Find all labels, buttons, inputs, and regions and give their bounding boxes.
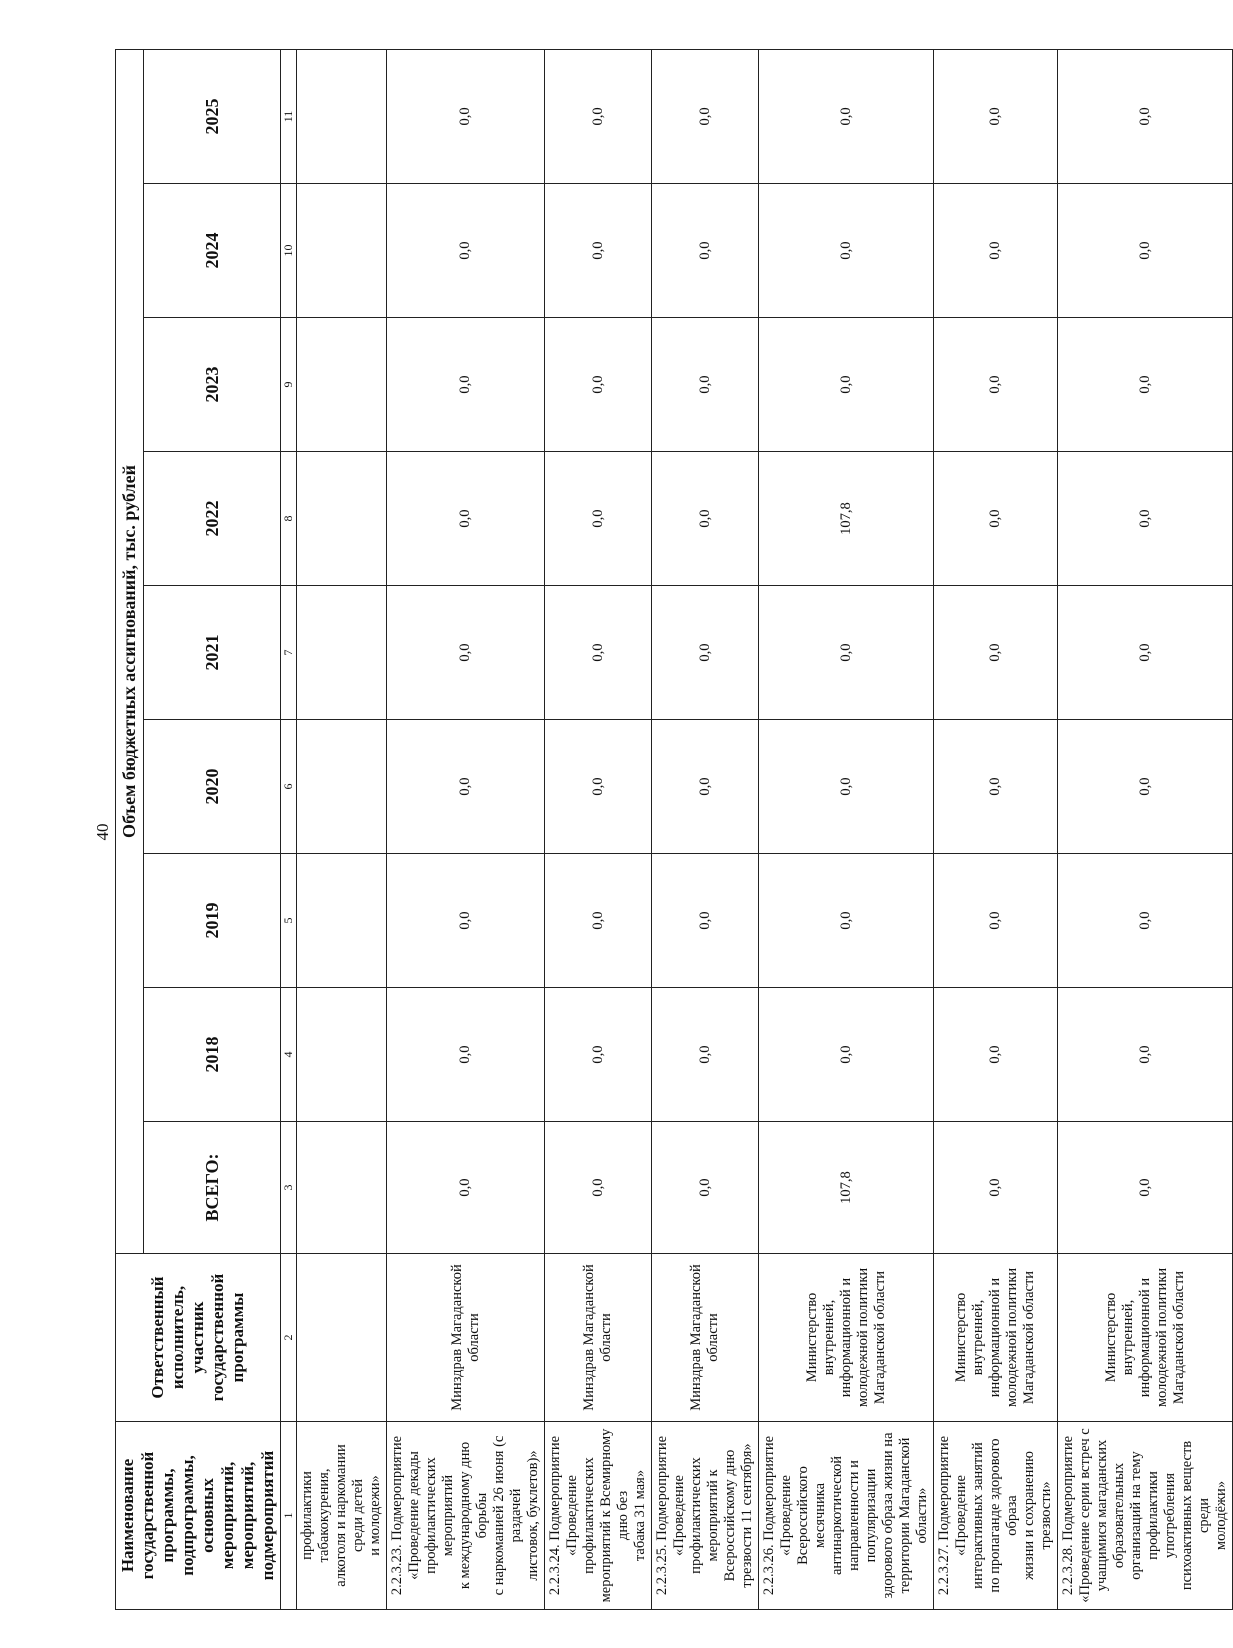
column-number: 10: [281, 184, 297, 318]
row-value-2022: [297, 452, 387, 586]
row-executor: Минздрав Магаданской области: [545, 1254, 652, 1422]
row-value-2022: 107,8: [759, 452, 934, 586]
row-value-2023: 0,0: [934, 318, 1058, 452]
row-value-2022: 0,0: [387, 452, 545, 586]
row-value-2025: 0,0: [387, 49, 545, 183]
row-value-2025: 0,0: [545, 49, 652, 183]
rotated-page: [115, 50, 1229, 1610]
header-year-2024: 2024: [143, 184, 281, 318]
row-value-2019: 0,0: [545, 854, 652, 988]
row-value-2018: 0,0: [1058, 988, 1233, 1122]
row-value-2022: 0,0: [652, 452, 759, 586]
row-value-2019: 0,0: [934, 854, 1058, 988]
row-value-total: 0,0: [934, 1122, 1058, 1254]
row-value-2018: 0,0: [652, 988, 759, 1122]
header-year-2023: 2023: [143, 318, 281, 452]
row-name: 2.2.3.25. Подмероприятие «Проведение профилактических мероприятий к Всероссийскому дню трезвости 11 сентября»: [652, 1422, 759, 1610]
row-value-total: 0,0: [387, 1122, 545, 1254]
row-value-2020: 0,0: [545, 720, 652, 854]
row-value-total: 0,0: [1058, 1122, 1233, 1254]
header-year-2022: 2022: [143, 452, 281, 586]
row-value-2024: 0,0: [545, 184, 652, 318]
row-value-2021: 0,0: [934, 586, 1058, 720]
row-value-2018: 0,0: [387, 988, 545, 1122]
column-number: 4: [281, 988, 297, 1122]
row-value-2020: 0,0: [1058, 720, 1233, 854]
row-value-2019: 0,0: [1058, 854, 1233, 988]
header-year-2020: 2020: [143, 720, 281, 854]
column-number: 2: [281, 1254, 297, 1422]
table-row: [1058, 49, 1233, 1609]
table-row: [652, 49, 759, 1609]
row-value-2018: [297, 988, 387, 1122]
row-value-total: 107,8: [759, 1122, 934, 1254]
header-program-name: Наименование государственной программы, подпрограммы, основных мероприятий, мероприятий, подмероприятий: [116, 1422, 281, 1610]
row-value-2025: 0,0: [934, 49, 1058, 183]
row-value-2022: 0,0: [934, 452, 1058, 586]
header-year-2019: 2019: [143, 854, 281, 988]
row-value-2023: 0,0: [1058, 318, 1233, 452]
column-number: 7: [281, 586, 297, 720]
header-budget-group: Объем бюджетных ассигнований, тыс. рублей: [116, 49, 144, 1253]
budget-table: [115, 49, 1233, 1610]
row-executor: Министерство внутренней, информационной и молодежной политики Магаданской области: [1058, 1254, 1233, 1422]
row-name: 2.2.3.24. Подмероприятие «Проведение профилактических мероприятий к Всемирному дню без табака 31 мая»: [545, 1422, 652, 1610]
row-value-2019: 0,0: [759, 854, 934, 988]
header-year-2025: 2025: [143, 49, 281, 183]
row-value-2024: 0,0: [759, 184, 934, 318]
column-number: 6: [281, 720, 297, 854]
row-value-2024: 0,0: [652, 184, 759, 318]
row-value-2025: 0,0: [1058, 49, 1233, 183]
table-row: [934, 49, 1058, 1609]
page-number: 40: [93, 823, 112, 841]
row-value-2024: [297, 184, 387, 318]
row-value-2024: 0,0: [387, 184, 545, 318]
row-value-2020: 0,0: [759, 720, 934, 854]
table-row: [387, 49, 545, 1609]
row-value-2025: [297, 49, 387, 183]
row-value-2022: 0,0: [545, 452, 652, 586]
header-year-2018: 2018: [143, 988, 281, 1122]
column-number: 11: [281, 49, 297, 183]
row-value-2025: 0,0: [652, 49, 759, 183]
row-value-total: 0,0: [652, 1122, 759, 1254]
row-value-2021: 0,0: [1058, 586, 1233, 720]
row-executor: [297, 1254, 387, 1422]
row-value-2019: 0,0: [387, 854, 545, 988]
row-value-2023: 0,0: [759, 318, 934, 452]
column-number: 5: [281, 854, 297, 988]
row-value-2021: 0,0: [545, 586, 652, 720]
row-value-2021: 0,0: [652, 586, 759, 720]
row-name: 2.2.3.28. Подмероприятие «Проведение серии встреч с учащимися магаданских образовательных организаций на тему профилактики употребления психоактивных веществ среди молодёжи»: [1058, 1422, 1233, 1610]
row-name: 2.2.3.27. Подмероприятие «Проведение интерактивных занятий по пропаганде здорового образа жизни и сохранению трезвости»: [934, 1422, 1058, 1610]
row-executor: Минздрав Магаданской области: [387, 1254, 545, 1422]
row-value-2018: 0,0: [759, 988, 934, 1122]
row-value-total: 0,0: [545, 1122, 652, 1254]
row-executor: Минздрав Магаданской области: [652, 1254, 759, 1422]
row-value-2018: 0,0: [545, 988, 652, 1122]
row-value-2023: 0,0: [545, 318, 652, 452]
row-value-2018: 0,0: [934, 988, 1058, 1122]
row-value-2024: 0,0: [934, 184, 1058, 318]
row-value-2023: 0,0: [387, 318, 545, 452]
column-number: 1: [281, 1422, 297, 1610]
row-value-2019: [297, 854, 387, 988]
table-row: [297, 49, 387, 1609]
row-executor: Министерство внутренней, информационной и молодежной политики Магаданской области: [934, 1254, 1058, 1422]
row-name: 2.2.3.23. Подмероприятие «Проведение декады профилактических мероприятий к международному дню борьбы с наркоманией 26 июня (с раздачей листовок, буклетов)»: [387, 1422, 545, 1610]
row-value-2022: 0,0: [1058, 452, 1233, 586]
row-name: 2.2.3.26. Подмероприятие «Проведение Всероссийского месячника антинаркотической направленности и популяризации здорового образа жизни на территории Магаданской области»: [759, 1422, 934, 1610]
column-number: 8: [281, 452, 297, 586]
row-value-2020: 0,0: [934, 720, 1058, 854]
column-number: 9: [281, 318, 297, 452]
table-row: [759, 49, 934, 1609]
column-number: 3: [281, 1122, 297, 1254]
header-year-2021: 2021: [143, 586, 281, 720]
row-value-2025: 0,0: [759, 49, 934, 183]
row-value-2021: 0,0: [759, 586, 934, 720]
header-executor: Ответственный исполнитель, участник государственной программы: [116, 1254, 281, 1422]
row-value-total: [297, 1122, 387, 1254]
table-row: [545, 49, 652, 1609]
row-value-2021: [297, 586, 387, 720]
row-value-2019: 0,0: [652, 854, 759, 988]
row-name: профилактики табакокурения, алкоголя и наркомании среди детей и молодежи»: [297, 1422, 387, 1610]
row-value-2020: [297, 720, 387, 854]
row-executor: Министерство внутренней, информационной и молодежной политики Магаданской области: [759, 1254, 934, 1422]
row-value-2023: 0,0: [652, 318, 759, 452]
header-total: ВСЕГО:: [143, 1122, 281, 1254]
row-value-2020: 0,0: [387, 720, 545, 854]
row-value-2024: 0,0: [1058, 184, 1233, 318]
row-value-2020: 0,0: [652, 720, 759, 854]
row-value-2023: [297, 318, 387, 452]
row-value-2021: 0,0: [387, 586, 545, 720]
